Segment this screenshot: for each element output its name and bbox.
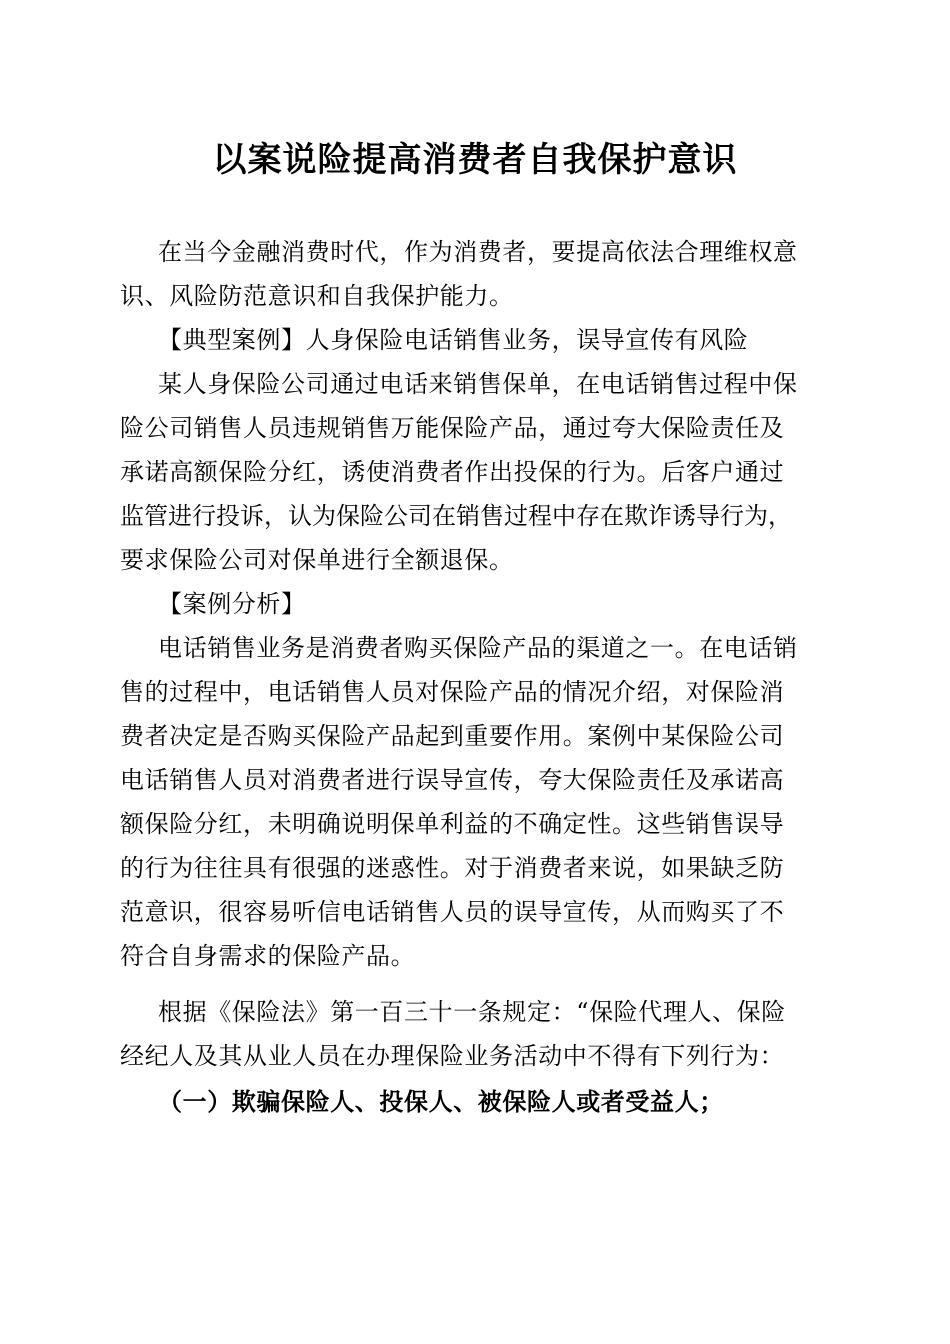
- paragraph-line: 电话销售业务是消费者购买保险产品的渠道之一。在电话销: [158, 634, 798, 662]
- paragraph-line: 根据《保险法》第一百三十一条规定：“保险代理人、保险: [158, 998, 786, 1026]
- document-title: 以案说险提高消费者自我保护意识: [212, 140, 738, 180]
- paragraph-line: 费者决定是否购买保险产品起到重要作用。案例中某保险公司: [120, 722, 785, 750]
- paragraph-line: 电话销售人员对消费者进行误导宣传，夸大保险责任及承诺高: [120, 766, 785, 794]
- analysis-heading: 【案例分析】: [158, 590, 306, 618]
- paragraph-line: 经纪人及其从业人员在办理保险业务活动中不得有下列行为：: [120, 1042, 785, 1070]
- paragraph-line: 符合自身需求的保险产品。: [120, 942, 416, 970]
- paragraph-line: 某人身保险公司通过电话来销售保单，在电话销售过程中保: [158, 370, 798, 398]
- paragraph-line: 售的过程中，电话销售人员对保险产品的情况介绍，对保险消: [120, 678, 785, 706]
- paragraph-line: 承诺高额保险分红，诱使消费者作出投保的行为。后客户通过: [120, 458, 785, 486]
- paragraph-line: 监管进行投诉，认为保险公司在销售过程中存在欺诈诱导行为，: [120, 502, 792, 530]
- paragraph-line: 要求保险公司对保单进行全额退保。: [120, 546, 514, 574]
- case-heading: 【典型案例】人身保险电话销售业务，误导宣传有风险: [158, 326, 749, 354]
- paragraph-line: 险公司销售人员违规销售万能保险产品，通过夸大保险责任及: [120, 414, 785, 442]
- paragraph-line: 额保险分红，未明确说明保单利益的不确定性。这些销售误导: [120, 810, 785, 838]
- paragraph-line: 范意识，很容易听信电话销售人员的误导宣传，从而购买了不: [120, 898, 785, 926]
- paragraph-line: 在当今金融消费时代，作为消费者，要提高依法合理维权意: [158, 238, 798, 266]
- list-item: （一）欺骗保险人、投保人、被保险人或者受益人；: [158, 1087, 724, 1116]
- paragraph-line: 识、风险防范意识和自我保护能力。: [120, 282, 514, 310]
- paragraph-line: 的行为往往具有很强的迷惑性。对于消费者来说，如果缺乏防: [120, 854, 785, 882]
